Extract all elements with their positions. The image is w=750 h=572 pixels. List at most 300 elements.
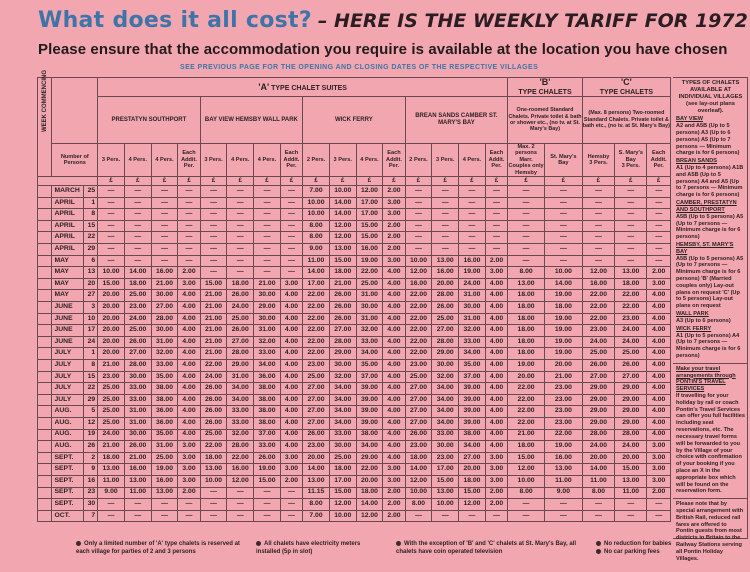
desc-c: (Max. 8 persons) Two-roomed Standard Chalets. Private toilet & bath etc., (no tv. at St. Mary's Bay) — [582, 97, 670, 144]
table-row — [38, 313, 671, 325]
footnotes — [76, 541, 696, 569]
price-cell: 4.00 — [178, 325, 200, 337]
week-blank-cell — [38, 255, 52, 267]
price-cell: 33.00 — [356, 336, 383, 348]
price-cell: 20.00 — [98, 313, 125, 325]
price-cell: 7.00 — [303, 510, 330, 522]
price-cell: 28.00 — [227, 441, 254, 453]
table-row — [38, 232, 671, 244]
price-cell: 20.00 — [508, 371, 545, 383]
bay-view-title: BAY VIEW — [676, 116, 704, 123]
price-cell: 4.00 — [485, 336, 507, 348]
tariff-table — [37, 70, 671, 522]
col-c-hemsby: Hemsby 3 Pers. — [582, 144, 614, 177]
price-cell: 29.00 — [227, 360, 254, 372]
price-cell: 28.00 — [227, 348, 254, 360]
week-month: AUG. — [52, 406, 83, 418]
price-cell: 23.00 — [544, 417, 582, 429]
price-cell: 3.00 — [485, 267, 507, 279]
price-cell: 4.00 — [647, 429, 671, 441]
price-cell: 23.00 — [405, 441, 432, 453]
week-blank-cell — [38, 220, 52, 232]
price-cell: 4.00 — [280, 313, 302, 325]
week-blank-cell — [38, 209, 52, 221]
price-cell: 30.00 — [329, 360, 356, 372]
table-row — [38, 371, 671, 383]
pound-sign: £ — [432, 177, 459, 186]
price-cell: — — [151, 255, 178, 267]
price-cell: 27.00 — [459, 452, 486, 464]
week-day: 20 — [83, 278, 97, 290]
price-cell: 14.00 — [329, 197, 356, 209]
price-cell: — — [544, 186, 582, 198]
price-cell: — — [508, 209, 545, 221]
price-cell: 3.00 — [383, 197, 405, 209]
travel-title: Make your travel arrangements through PONTIN'S TRAVEL SERVICES — [676, 365, 736, 393]
price-cell: 4.00 — [280, 394, 302, 406]
price-cell: 2.00 — [485, 487, 507, 499]
week-month: APRIL — [52, 244, 83, 256]
price-cell: 38.00 — [254, 394, 281, 406]
price-cell: 2.00 — [178, 487, 200, 499]
price-cell: — — [508, 510, 545, 522]
week-blank-cell — [38, 267, 52, 279]
price-cell: — — [254, 255, 281, 267]
price-cell: 20.00 — [356, 475, 383, 487]
price-cell: — — [254, 510, 281, 522]
price-cell: — — [508, 232, 545, 244]
price-cell: 4.00 — [485, 302, 507, 314]
price-cell: 34.00 — [432, 417, 459, 429]
price-cell: 12.00 — [459, 499, 486, 511]
price-cell: 24.00 — [582, 336, 614, 348]
price-cell: 4.00 — [383, 429, 405, 441]
price-cell: 17.00 — [356, 197, 383, 209]
price-cell: — — [254, 220, 281, 232]
price-cell: 24.00 — [582, 441, 614, 453]
price-cell: — — [178, 232, 200, 244]
price-cell: — — [508, 220, 545, 232]
price-cell: — — [485, 197, 507, 209]
price-cell: — — [200, 209, 227, 221]
price-cell: — — [432, 232, 459, 244]
table-row — [38, 255, 671, 267]
price-cell: — — [647, 209, 671, 221]
price-cell: — — [151, 220, 178, 232]
price-cell: 33.00 — [151, 360, 178, 372]
price-cell: 25.00 — [615, 348, 647, 360]
table-row — [38, 209, 671, 221]
price-cell: 4.00 — [178, 417, 200, 429]
price-cell: 34.00 — [432, 406, 459, 418]
price-cell: 31.00 — [254, 325, 281, 337]
table-row — [38, 475, 671, 487]
price-cell: 12.00 — [329, 220, 356, 232]
price-cell: 14.00 — [329, 209, 356, 221]
price-cell: 23.00 — [303, 441, 330, 453]
price-cell: 12.00 — [582, 267, 614, 279]
price-cell: 21.00 — [98, 441, 125, 453]
price-cell: — — [151, 510, 178, 522]
price-cell: 4.00 — [280, 290, 302, 302]
price-cell: 19.00 — [544, 441, 582, 453]
price-cell: 10.00 — [508, 475, 545, 487]
week-blank-cell — [38, 278, 52, 290]
price-cell: 3.00 — [383, 475, 405, 487]
price-cell: — — [98, 209, 125, 221]
price-cell: 21.00 — [124, 452, 151, 464]
price-cell: — — [200, 232, 227, 244]
desc-b: One-roomed Standard Chalets. Private toilet & bath or shower etc., (no tv. at St. Mary's Bay) — [508, 97, 583, 144]
week-month: MAY — [52, 255, 83, 267]
week-month: AUG. — [52, 429, 83, 441]
col-b-stmarys: St. Mary's Bay — [544, 144, 582, 177]
price-cell: 20.00 — [98, 325, 125, 337]
price-cell: 25.00 — [329, 452, 356, 464]
price-cell: 21.00 — [98, 360, 125, 372]
price-cell: — — [98, 197, 125, 209]
price-cell: 3.00 — [280, 464, 302, 476]
price-cell: — — [485, 209, 507, 221]
camber-title: CAMBER, PRESTATYN AND SOUTHPORT — [676, 200, 737, 213]
price-cell: 27.00 — [432, 325, 459, 337]
price-cell: — — [615, 197, 647, 209]
price-cell: 8.00 — [303, 499, 330, 511]
week-day: 3 — [83, 302, 97, 314]
price-cell: — — [485, 510, 507, 522]
price-cell: — — [405, 510, 432, 522]
price-cell: — — [98, 220, 125, 232]
price-cell: — — [227, 197, 254, 209]
price-cell: 4.00 — [383, 441, 405, 453]
price-cell: — — [405, 209, 432, 221]
price-cell: — — [582, 220, 614, 232]
week-month: MAY — [52, 267, 83, 279]
price-cell: 24.00 — [227, 302, 254, 314]
price-cell: 10.00 — [329, 510, 356, 522]
price-cell: 26.00 — [582, 360, 614, 372]
price-cell: 15.00 — [459, 487, 486, 499]
travel-text: If travelling for your holiday by rail or coach Pontin's Travel Services can offer you full facilities including seat reservations, etc. The necessary travel forms will be forwarded to you by the Village of your choice with confirmation of your booking if you place an X in the appropriate box which will be found on the reservation form. — [676, 393, 746, 495]
price-cell: 39.00 — [356, 383, 383, 395]
week-day: 22 — [83, 383, 97, 395]
price-cell: 4.00 — [178, 394, 200, 406]
week-month: JULY — [52, 348, 83, 360]
price-cell: 15.00 — [200, 278, 227, 290]
price-cell: 20.00 — [303, 452, 330, 464]
price-cell: 20.00 — [98, 290, 125, 302]
price-cell: 22.00 — [508, 394, 545, 406]
price-cell: 27.00 — [303, 406, 330, 418]
price-cell: 4.00 — [383, 267, 405, 279]
footnote-1: Only a limited number of 'A' type chalets is reserved at each village for parties of 2 and 3 persons — [76, 541, 240, 555]
page-title — [38, 8, 748, 33]
price-cell: 22.00 — [303, 290, 330, 302]
price-cell: — — [200, 510, 227, 522]
price-cell: 22.00 — [200, 360, 227, 372]
week-blank-cell — [38, 325, 52, 337]
week-month: APRIL — [52, 209, 83, 221]
price-cell: 14.00 — [124, 267, 151, 279]
price-cell: 39.00 — [459, 383, 486, 395]
price-cell: 4.00 — [485, 429, 507, 441]
price-cell: 35.00 — [356, 360, 383, 372]
price-cell: 29.00 — [582, 383, 614, 395]
table-row — [38, 383, 671, 395]
price-cell: — — [544, 499, 582, 511]
price-cell: 34.00 — [432, 383, 459, 395]
price-cell: 33.00 — [227, 406, 254, 418]
price-cell: 24.00 — [615, 441, 647, 453]
price-cell: — — [227, 186, 254, 198]
bullet-icon — [76, 541, 81, 546]
price-cell: 18.00 — [508, 313, 545, 325]
price-cell: — — [582, 197, 614, 209]
price-cell: 3.00 — [178, 475, 200, 487]
bullet-icon — [596, 541, 601, 546]
price-cell: — — [432, 197, 459, 209]
price-cell: — — [647, 244, 671, 256]
week-day: 9 — [83, 464, 97, 476]
price-cell: — — [508, 499, 545, 511]
pound-sign: £ — [383, 177, 405, 186]
price-cell: 34.00 — [356, 441, 383, 453]
price-cell: 2.00 — [485, 255, 507, 267]
col-a2-3p: 3 Pers. — [200, 144, 227, 177]
price-cell: 16.00 — [459, 255, 486, 267]
week-month: APRIL — [52, 220, 83, 232]
price-cell: — — [254, 267, 281, 279]
week-day: 29 — [83, 394, 97, 406]
price-cell: — — [227, 209, 254, 221]
price-cell: — — [405, 197, 432, 209]
week-day: 26 — [83, 441, 97, 453]
week-day: 22 — [83, 232, 97, 244]
price-cell: — — [280, 487, 302, 499]
price-cell: 28.00 — [432, 336, 459, 348]
price-cell: 10.00 — [405, 255, 432, 267]
price-cell: — — [124, 255, 151, 267]
price-cell: 28.00 — [151, 313, 178, 325]
price-cell: 28.00 — [432, 290, 459, 302]
price-cell: 15.00 — [356, 220, 383, 232]
price-cell: — — [280, 232, 302, 244]
price-cell: 4.00 — [383, 406, 405, 418]
price-cell: 15.00 — [98, 278, 125, 290]
price-cell: 26.00 — [200, 417, 227, 429]
price-cell: 28.00 — [615, 429, 647, 441]
price-cell: 16.00 — [151, 267, 178, 279]
price-cell: 22.00 — [582, 290, 614, 302]
price-cell: 21.00 — [200, 348, 227, 360]
price-cell: 34.00 — [227, 383, 254, 395]
price-cell: 36.00 — [151, 406, 178, 418]
price-cell: 22.00 — [405, 302, 432, 314]
price-cell: 26.00 — [200, 394, 227, 406]
price-cell: 4.00 — [280, 360, 302, 372]
price-cell: — — [582, 232, 614, 244]
price-cell: 26.00 — [124, 336, 151, 348]
price-cell: 23.00 — [615, 313, 647, 325]
price-cell: — — [254, 487, 281, 499]
week-month: SEPT. — [52, 464, 83, 476]
week-blank-cell — [38, 244, 52, 256]
price-cell: 27.00 — [303, 394, 330, 406]
price-cell: 26.00 — [254, 452, 281, 464]
week-day: 1 — [83, 197, 97, 209]
week-day: 8 — [83, 209, 97, 221]
price-cell: 35.00 — [151, 371, 178, 383]
table-row — [38, 406, 671, 418]
price-cell: 22.00 — [615, 290, 647, 302]
week-month: APRIL — [52, 197, 83, 209]
price-cell: — — [178, 244, 200, 256]
price-cell: — — [227, 220, 254, 232]
price-cell: 11.00 — [303, 255, 330, 267]
week-blank-cell — [38, 302, 52, 314]
week-day: 16 — [83, 475, 97, 487]
week-day: 29 — [83, 244, 97, 256]
price-cell: 4.00 — [647, 348, 671, 360]
week-day: 1 — [83, 348, 97, 360]
page-subtitle: Please ensure that the accommodation you require is available at the location you have chosen — [38, 41, 728, 58]
price-cell: 8.00 — [405, 499, 432, 511]
col-a4-3p: 3 Pers. — [432, 144, 459, 177]
price-cell: 13.00 — [329, 244, 356, 256]
price-cell: 22.00 — [303, 313, 330, 325]
week-month: SEPT. — [52, 499, 83, 511]
price-cell: — — [508, 244, 545, 256]
week-blank-cell — [38, 441, 52, 453]
week-month: JULY — [52, 371, 83, 383]
week-blank-cell — [38, 499, 52, 511]
col-a1-4p: 4 Pers. — [124, 144, 151, 177]
price-cell: 29.00 — [615, 417, 647, 429]
price-cell: 38.00 — [151, 383, 178, 395]
price-cell: 4.00 — [178, 313, 200, 325]
price-cell: — — [432, 244, 459, 256]
price-cell: 13.00 — [544, 464, 582, 476]
price-cell: 4.00 — [280, 383, 302, 395]
price-cell: 22.00 — [405, 325, 432, 337]
price-cell: 29.00 — [582, 394, 614, 406]
price-cell: 23.00 — [432, 452, 459, 464]
price-cell: 8.00 — [303, 220, 330, 232]
week-month: JUNE — [52, 313, 83, 325]
price-cell: 26.00 — [432, 302, 459, 314]
week-blank-cell — [38, 394, 52, 406]
price-cell: 14.00 — [356, 499, 383, 511]
week-month: JULY — [52, 383, 83, 395]
week-month: OCT. — [52, 510, 83, 522]
price-cell: 21.00 — [508, 429, 545, 441]
price-cell: 18.00 — [200, 452, 227, 464]
col-b-hemsby: Max. 2 persons Marr. Couples only Hemsby — [508, 144, 544, 176]
pound-sign: £ — [303, 177, 330, 186]
week-month: AUG. — [52, 417, 83, 429]
price-cell: 21.00 — [200, 313, 227, 325]
price-cell: — — [647, 186, 671, 198]
price-cell: 14.00 — [303, 267, 330, 279]
price-cell: 3.00 — [280, 278, 302, 290]
price-cell: 30.00 — [254, 313, 281, 325]
price-cell: — — [254, 244, 281, 256]
price-cell: 13.00 — [124, 475, 151, 487]
price-cell: 18.00 — [508, 441, 545, 453]
price-cell: 4.00 — [383, 452, 405, 464]
price-cell: 2.00 — [383, 499, 405, 511]
price-cell: 8.00 — [582, 487, 614, 499]
price-cell: 4.00 — [280, 302, 302, 314]
week-month: MAY — [52, 278, 83, 290]
price-cell: — — [615, 209, 647, 221]
price-cell: 21.00 — [544, 371, 582, 383]
price-cell: 25.00 — [432, 313, 459, 325]
price-cell: 13.00 — [508, 278, 545, 290]
price-cell: 16.00 — [124, 464, 151, 476]
footnote-4: No reduction for babies No car parking fees — [596, 541, 696, 557]
price-cell: 21.00 — [200, 325, 227, 337]
brean-text: A1 (Up to 4 persons) A1B and A5B (Up to 5 persons) A4 and A5 (Up to 7 persons — Minimum charge is for 6 persons) — [676, 165, 744, 199]
price-cell: 4.00 — [485, 278, 507, 290]
price-cell: 18.00 — [544, 302, 582, 314]
price-cell: 9.00 — [98, 487, 125, 499]
col-c-each: Each Addit. Per. — [647, 144, 671, 177]
table-row — [38, 499, 671, 511]
col-a2-4p: 4 Pers. — [227, 144, 254, 177]
hemsby-title: HEMSBY, ST. MARY'S BAY — [676, 241, 734, 255]
price-cell: 12.00 — [329, 499, 356, 511]
price-cell: 39.00 — [459, 406, 486, 418]
price-cell: — — [227, 510, 254, 522]
price-cell: 22.00 — [356, 267, 383, 279]
week-blank-cell — [38, 452, 52, 464]
price-cell: 33.00 — [329, 429, 356, 441]
price-cell: 13.00 — [303, 475, 330, 487]
price-cell: — — [124, 197, 151, 209]
price-cell: 23.00 — [582, 325, 614, 337]
week-blank-cell — [38, 313, 52, 325]
price-cell: 29.00 — [582, 406, 614, 418]
week-day: 6 — [83, 255, 97, 267]
col-a3-3p: 3 Pers. — [329, 144, 356, 177]
price-cell: 30.00 — [432, 441, 459, 453]
price-cell: 24.00 — [615, 325, 647, 337]
price-cell: 16.00 — [405, 278, 432, 290]
price-cell: 4.00 — [647, 302, 671, 314]
price-cell: 19.00 — [151, 464, 178, 476]
price-cell: 4.00 — [647, 371, 671, 383]
price-cell: 3.00 — [647, 452, 671, 464]
price-cell: 2.00 — [383, 232, 405, 244]
price-cell: 4.00 — [647, 394, 671, 406]
price-cell: — — [200, 487, 227, 499]
price-cell: 2.00 — [647, 267, 671, 279]
price-cell: — — [582, 244, 614, 256]
price-cell: 22.00 — [405, 336, 432, 348]
col-c-stmarys: S. Mary's Bay 3 Pers. — [615, 144, 647, 177]
price-cell: 13.00 — [615, 267, 647, 279]
week-day: 12 — [83, 417, 97, 429]
pound-sign: £ — [647, 177, 671, 186]
price-cell: 31.00 — [356, 313, 383, 325]
price-cell: — — [582, 255, 614, 267]
price-cell: 22.00 — [303, 325, 330, 337]
week-day: 2 — [83, 452, 97, 464]
bay-view-text: A2 and A5B (Up to 5 persons) A3 (Up to 6 persons) A5 (Up to 7 persons — Minimum charge is for 6 persons) — [676, 123, 740, 157]
price-cell: 39.00 — [356, 394, 383, 406]
price-cell: — — [200, 220, 227, 232]
